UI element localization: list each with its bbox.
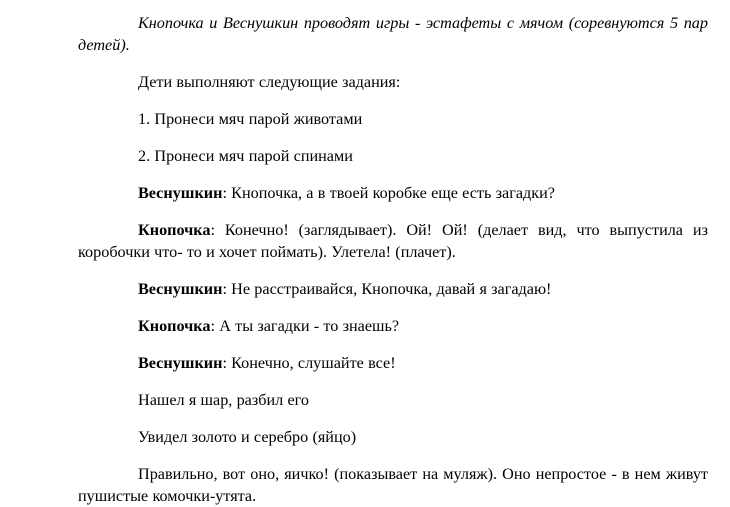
paragraph-line-knopochka-2 <box>78 315 708 337</box>
speaker-name-knopochka: Кнопочка <box>138 221 211 239</box>
dialogue-text: : Конечно! (заглядывает). Ой! Ой! (делает вид, что выпустила из коробочки что- то и хочет поймать). Улетела! (плачет). <box>78 221 708 261</box>
paragraph-riddle-line-2: Увидел золото и серебро (яйцо) <box>138 428 357 446</box>
paragraph-riddle-answer: Правильно, вот оно, яичко! (показывает на муляж). Оно непростое - в нем живут пушистые комочки-утята. <box>78 465 708 505</box>
dialogue-text: : А ты загадки - то знаешь? <box>210 317 400 335</box>
paragraph-line-knopochka-1 <box>78 219 708 263</box>
paragraph-line-vesnushkin-2 <box>78 278 708 300</box>
paragraph-line-vesnushkin-1 <box>78 182 708 204</box>
document-text-column <box>78 12 708 507</box>
speaker-name-vesnushkin: Веснушкин <box>138 280 223 298</box>
speaker-name-vesnushkin: Веснушкин <box>138 354 223 372</box>
speaker-name-knopochka: Кнопочка <box>138 317 211 335</box>
paragraph-riddle-line-1: Нашел я шар, разбил его <box>138 391 309 409</box>
dialogue-text: : Кнопочка, а в твоей коробке еще есть загадки? <box>222 184 555 202</box>
dialogue-text: : Не расстраивайся, Кнопочка, давай я загадаю! <box>222 280 552 298</box>
paragraph-intro-stage-direction: Кнопочка и Веснушкин проводят игры - эстафеты с мячом (соревнуются 5 пар детей). <box>78 14 708 54</box>
paragraph-task-2: 2. Пронеси мяч парой спинами <box>138 147 353 165</box>
speaker-name-vesnushkin: Веснушкин <box>138 184 223 202</box>
paragraph-task-1: 1. Пронеси мяч парой животами <box>138 110 363 128</box>
dialogue-text: : Конечно, слушайте все! <box>222 354 396 372</box>
paragraph-line-vesnushkin-3 <box>78 352 708 374</box>
paragraph-tasks-heading: Дети выполняют следующие задания: <box>138 73 401 91</box>
